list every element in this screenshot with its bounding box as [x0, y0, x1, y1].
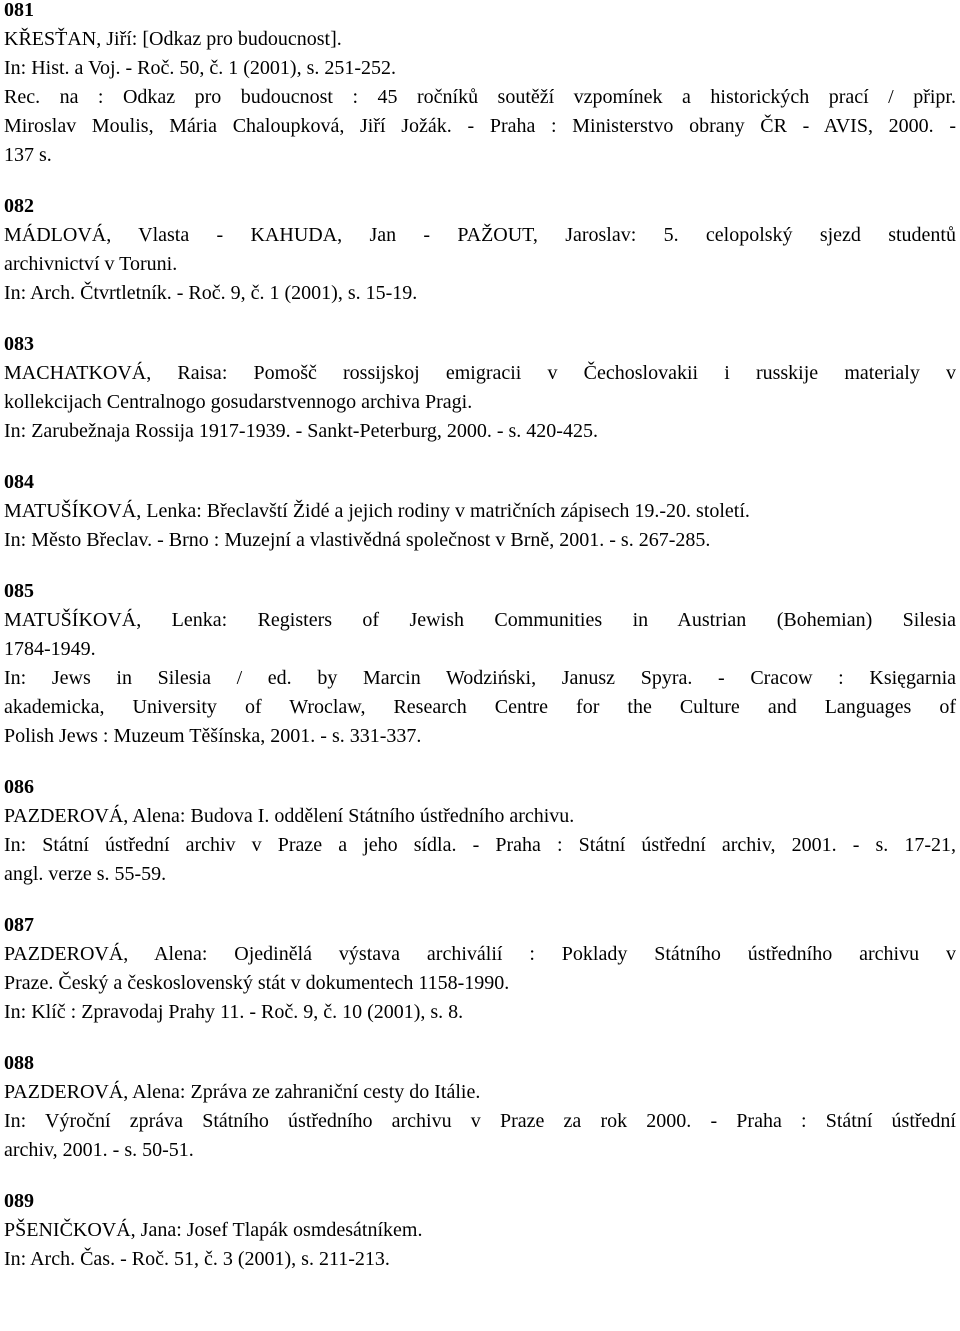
entry-line: Rec. na : Odkaz pro budoucnost : 45 ročníků soutěží vzpomínek a historických prací / připr. [4, 86, 956, 108]
entry-number: 082 [4, 195, 34, 217]
entry-line: akademicka, University of Wroclaw, Research Centre for the Culture and Languages of [4, 696, 956, 718]
bibliography-page [4, 0, 956, 1274]
entry-line: MATUŠÍKOVÁ, Lenka: Registers of Jewish Communities in Austrian (Bohemian) Silesia [4, 609, 956, 631]
entry-line: PAZDEROVÁ, Alena: Budova I. oddělení Státního ústředního archivu. [4, 805, 575, 827]
entry-line: In: Zarubežnaja Rossija 1917-1939. - Sankt-Peterburg, 2000. - s. 420-425. [4, 420, 598, 442]
entry-number: 086 [4, 776, 34, 798]
entry-line: MATUŠÍKOVÁ, Lenka: Břeclavští Židé a jejich rodiny v matričních zápisech 19.-20. století. [4, 500, 750, 522]
entry-line: MACHATKOVÁ, Raisa: Pomošč rossijskoj emigracii v Čechoslovakii i russkije materialy v [4, 362, 956, 384]
entry-line: angl. verze s. 55-59. [4, 863, 167, 885]
entry-line: In: Výroční zpráva Státního ústředního archivu v Praze za rok 2000. - Praha : Státní ústřední [4, 1110, 956, 1132]
entry-number: 083 [4, 333, 34, 355]
bibliography-entry-085 [4, 577, 956, 751]
bibliography-entry-083 [4, 330, 956, 446]
entry-number: 087 [4, 914, 34, 936]
entry-line: archivnictví v Toruni. [4, 253, 178, 275]
entry-line: Praze. Český a československý stát v dokumentech 1158-1990. [4, 972, 510, 994]
entry-line: MÁDLOVÁ, Vlasta - KAHUDA, Jan - PAŽOUT, Jaroslav: 5. celopolský sjezd studentů [4, 224, 956, 246]
bibliography-entry-081 [4, 0, 956, 170]
entry-number: 089 [4, 1190, 34, 1212]
bibliography-entry-089 [4, 1187, 956, 1274]
entry-line: KŘESŤAN, Jiří: [Odkaz pro budoucnost]. [4, 28, 342, 50]
bibliography-entry-084 [4, 468, 956, 555]
entry-line: 137 s. [4, 144, 52, 166]
entry-line: PAZDEROVÁ, Alena: Zpráva ze zahraniční cesty do Itálie. [4, 1081, 481, 1103]
entry-line: In: Klíč : Zpravodaj Prahy 11. - Roč. 9, č. 10 (2001), s. 8. [4, 1001, 464, 1023]
entry-line: In: Arch. Čtvrtletník. - Roč. 9, č. 1 (2001), s. 15-19. [4, 282, 418, 304]
entry-number: 085 [4, 580, 34, 602]
entry-line: In: Hist. a Voj. - Roč. 50, č. 1 (2001), s. 251-252. [4, 57, 397, 79]
bibliography-entry-082 [4, 192, 956, 308]
entry-line: 1784-1949. [4, 638, 96, 660]
bibliography-entry-088 [4, 1049, 956, 1165]
entry-line: kollekcijach Centralnogo gosudarstvennogo archiva Pragi. [4, 391, 473, 413]
entry-line: In: Město Břeclav. - Brno : Muzejní a vlastivědná společnost v Brně, 2001. - s. 267-285. [4, 529, 711, 551]
entry-line: PAZDEROVÁ, Alena: Ojedinělá výstava archiválií : Poklady Státního ústředního archivu v [4, 943, 956, 965]
entry-line: archiv, 2001. - s. 50-51. [4, 1139, 194, 1161]
bibliography-entry-087 [4, 911, 956, 1027]
entry-line: PŠENIČKOVÁ, Jana: Josef Tlapák osmdesátníkem. [4, 1219, 423, 1241]
entry-number: 084 [4, 471, 34, 493]
entry-line: In: Jews in Silesia / ed. by Marcin Wodziński, Janusz Spyra. - Cracow : Księgarnia [4, 667, 956, 689]
entry-line: In: Státní ústřední archiv v Praze a jeho sídla. - Praha : Státní ústřední archiv, 2001. - s. 17-21, [4, 834, 956, 856]
entry-line: Polish Jews : Muzeum Těšínska, 2001. - s. 331-337. [4, 725, 422, 747]
entry-line: Miroslav Moulis, Mária Chaloupková, Jiří Jožák. - Praha : Ministerstvo obrany ČR - AVIS, 2000. - [4, 115, 956, 137]
bibliography-entry-086 [4, 773, 956, 889]
entry-number: 088 [4, 1052, 34, 1074]
entry-line: In: Arch. Čas. - Roč. 51, č. 3 (2001), s. 211-213. [4, 1248, 390, 1270]
entry-number: 081 [4, 0, 34, 21]
